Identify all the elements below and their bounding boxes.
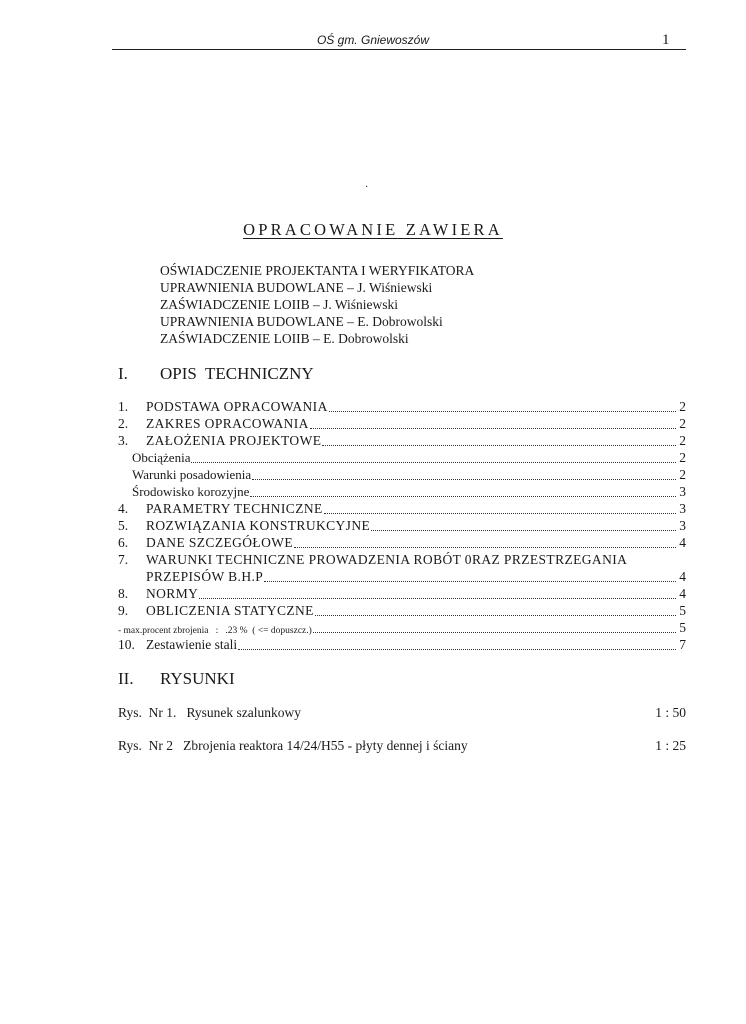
drawing-label: Rys. Nr 2 Zbrojenia reaktora 14/24/H55 - płyty dennej i ściany: [118, 738, 468, 753]
toc-leader: [264, 580, 676, 582]
toc-leader: [199, 597, 676, 599]
toc-leader: [322, 444, 676, 446]
toc-leader: [250, 495, 676, 497]
toc-page: 2: [679, 467, 686, 482]
toc-label: PARAMETRY TECHNICZNE: [146, 501, 323, 516]
toc-row: [118, 619, 686, 636]
toc-page: 4: [679, 586, 686, 601]
toc-number: 7.: [118, 552, 129, 567]
toc-row: [118, 602, 686, 619]
toc-label: Obciążenia: [132, 450, 191, 465]
toc-label: NORMY: [146, 586, 199, 601]
section-title: RYSUNKI: [160, 669, 235, 688]
toc-leader: [329, 410, 676, 412]
toc-label: Zestawienie stali: [146, 637, 238, 652]
toc-page: 3: [679, 501, 686, 516]
toc-row: [118, 585, 686, 602]
toc-number: 6.: [118, 535, 129, 550]
toc-label: ROZWIĄZANIA KONSTRUKCYJNE: [146, 518, 371, 533]
toc-label: OBLICZENIA STATYCZNE: [146, 603, 314, 618]
toc-number: 1.: [118, 399, 129, 414]
drawing-label: Rys. Nr 1. Rysunek szalunkowy: [118, 705, 302, 720]
toc-page: 7: [679, 637, 686, 652]
toc-label: ZAŁOŻENIA PROJEKTOWE: [146, 433, 322, 448]
intro-line: OŚWIADCZENIE PROJEKTANTA I WERYFIKATORA: [160, 263, 475, 278]
toc-page: 2: [679, 433, 686, 448]
toc-label: Środowisko korozyjne: [132, 484, 250, 499]
toc-label: Warunki posadowienia: [132, 467, 252, 482]
toc-leader: [310, 427, 676, 429]
toc-page: 2: [679, 399, 686, 414]
intro-list: [160, 262, 474, 347]
toc-number: 8.: [118, 586, 129, 601]
toc-label: DANE SZCZEGÓŁOWE: [146, 535, 294, 550]
toc-row: [118, 449, 686, 466]
toc-page: 4: [679, 569, 686, 584]
toc-number: 5.: [118, 518, 129, 533]
toc-page: 3: [679, 484, 686, 499]
scan-dot-mark: ·: [365, 182, 369, 193]
page-number: 1: [662, 32, 670, 48]
toc-row: [118, 432, 686, 449]
toc-leader: [191, 461, 676, 463]
section-number: II.: [118, 669, 134, 688]
toc-leader: [294, 546, 676, 548]
toc-page: 5: [679, 620, 686, 635]
toc-label: PRZEPISÓW B.H.P: [146, 569, 264, 584]
intro-line: ZAŚWIADCZENIE LOIIB – E. Dobrowolski: [160, 331, 409, 346]
header-divider: [112, 49, 686, 50]
toc-page: 2: [679, 416, 686, 431]
table-of-contents: [118, 398, 686, 653]
toc-leader: [252, 478, 676, 480]
toc-page: 3: [679, 518, 686, 533]
drawing-scale: 1 : 25: [655, 738, 686, 753]
drawing-scale: 1 : 50: [655, 705, 686, 720]
toc-page: 5: [679, 603, 686, 618]
section-title: OPIS TECHNICZNY: [160, 364, 314, 383]
toc-page: 2: [679, 450, 686, 465]
toc-number: 10.: [118, 637, 135, 652]
intro-line: UPRAWNIENIA BUDOWLANE – J. Wiśniewski: [160, 280, 433, 295]
document-title-text: OPRACOWANIE ZAWIERA: [243, 220, 503, 239]
section-number: I.: [118, 364, 128, 383]
toc-leader: [313, 631, 676, 633]
toc-number: 3.: [118, 433, 129, 448]
document-title: [0, 220, 746, 240]
header-title: OŚ gm. Gniewoszów: [316, 33, 430, 47]
toc-label: - max.procent zbrojenia : .23 % ( <= dopuszcz.): [118, 626, 312, 636]
toc-number: 2.: [118, 416, 129, 431]
toc-row: [118, 534, 686, 551]
toc-row: [118, 466, 686, 483]
toc-row: [118, 483, 686, 500]
toc-row: [118, 500, 686, 517]
toc-label: WARUNKI TECHNICZNE PROWADZENIA ROBÓT 0RAZ PRZESTRZEGANIA: [146, 552, 628, 567]
intro-line: UPRAWNIENIA BUDOWLANE – E. Dobrowolski: [160, 314, 443, 329]
toc-label: PODSTAWA OPRACOWANIA: [146, 399, 328, 414]
toc-label: ZAKRES OPRACOWANIA: [146, 416, 309, 431]
toc-number: 9.: [118, 603, 129, 618]
toc-leader: [371, 529, 676, 531]
toc-row: [118, 551, 686, 568]
toc-row-continuation: [118, 568, 686, 585]
toc-leader: [238, 648, 676, 650]
toc-row: [118, 415, 686, 432]
toc-page: 4: [679, 535, 686, 550]
toc-leader: [324, 512, 676, 514]
toc-leader: [315, 614, 676, 616]
intro-line: ZAŚWIADCZENIE LOIIB – J. Wiśniewski: [160, 297, 399, 312]
toc-number: 4.: [118, 501, 129, 516]
toc-row: [118, 398, 686, 415]
toc-row: [118, 636, 686, 653]
toc-row: [118, 517, 686, 534]
